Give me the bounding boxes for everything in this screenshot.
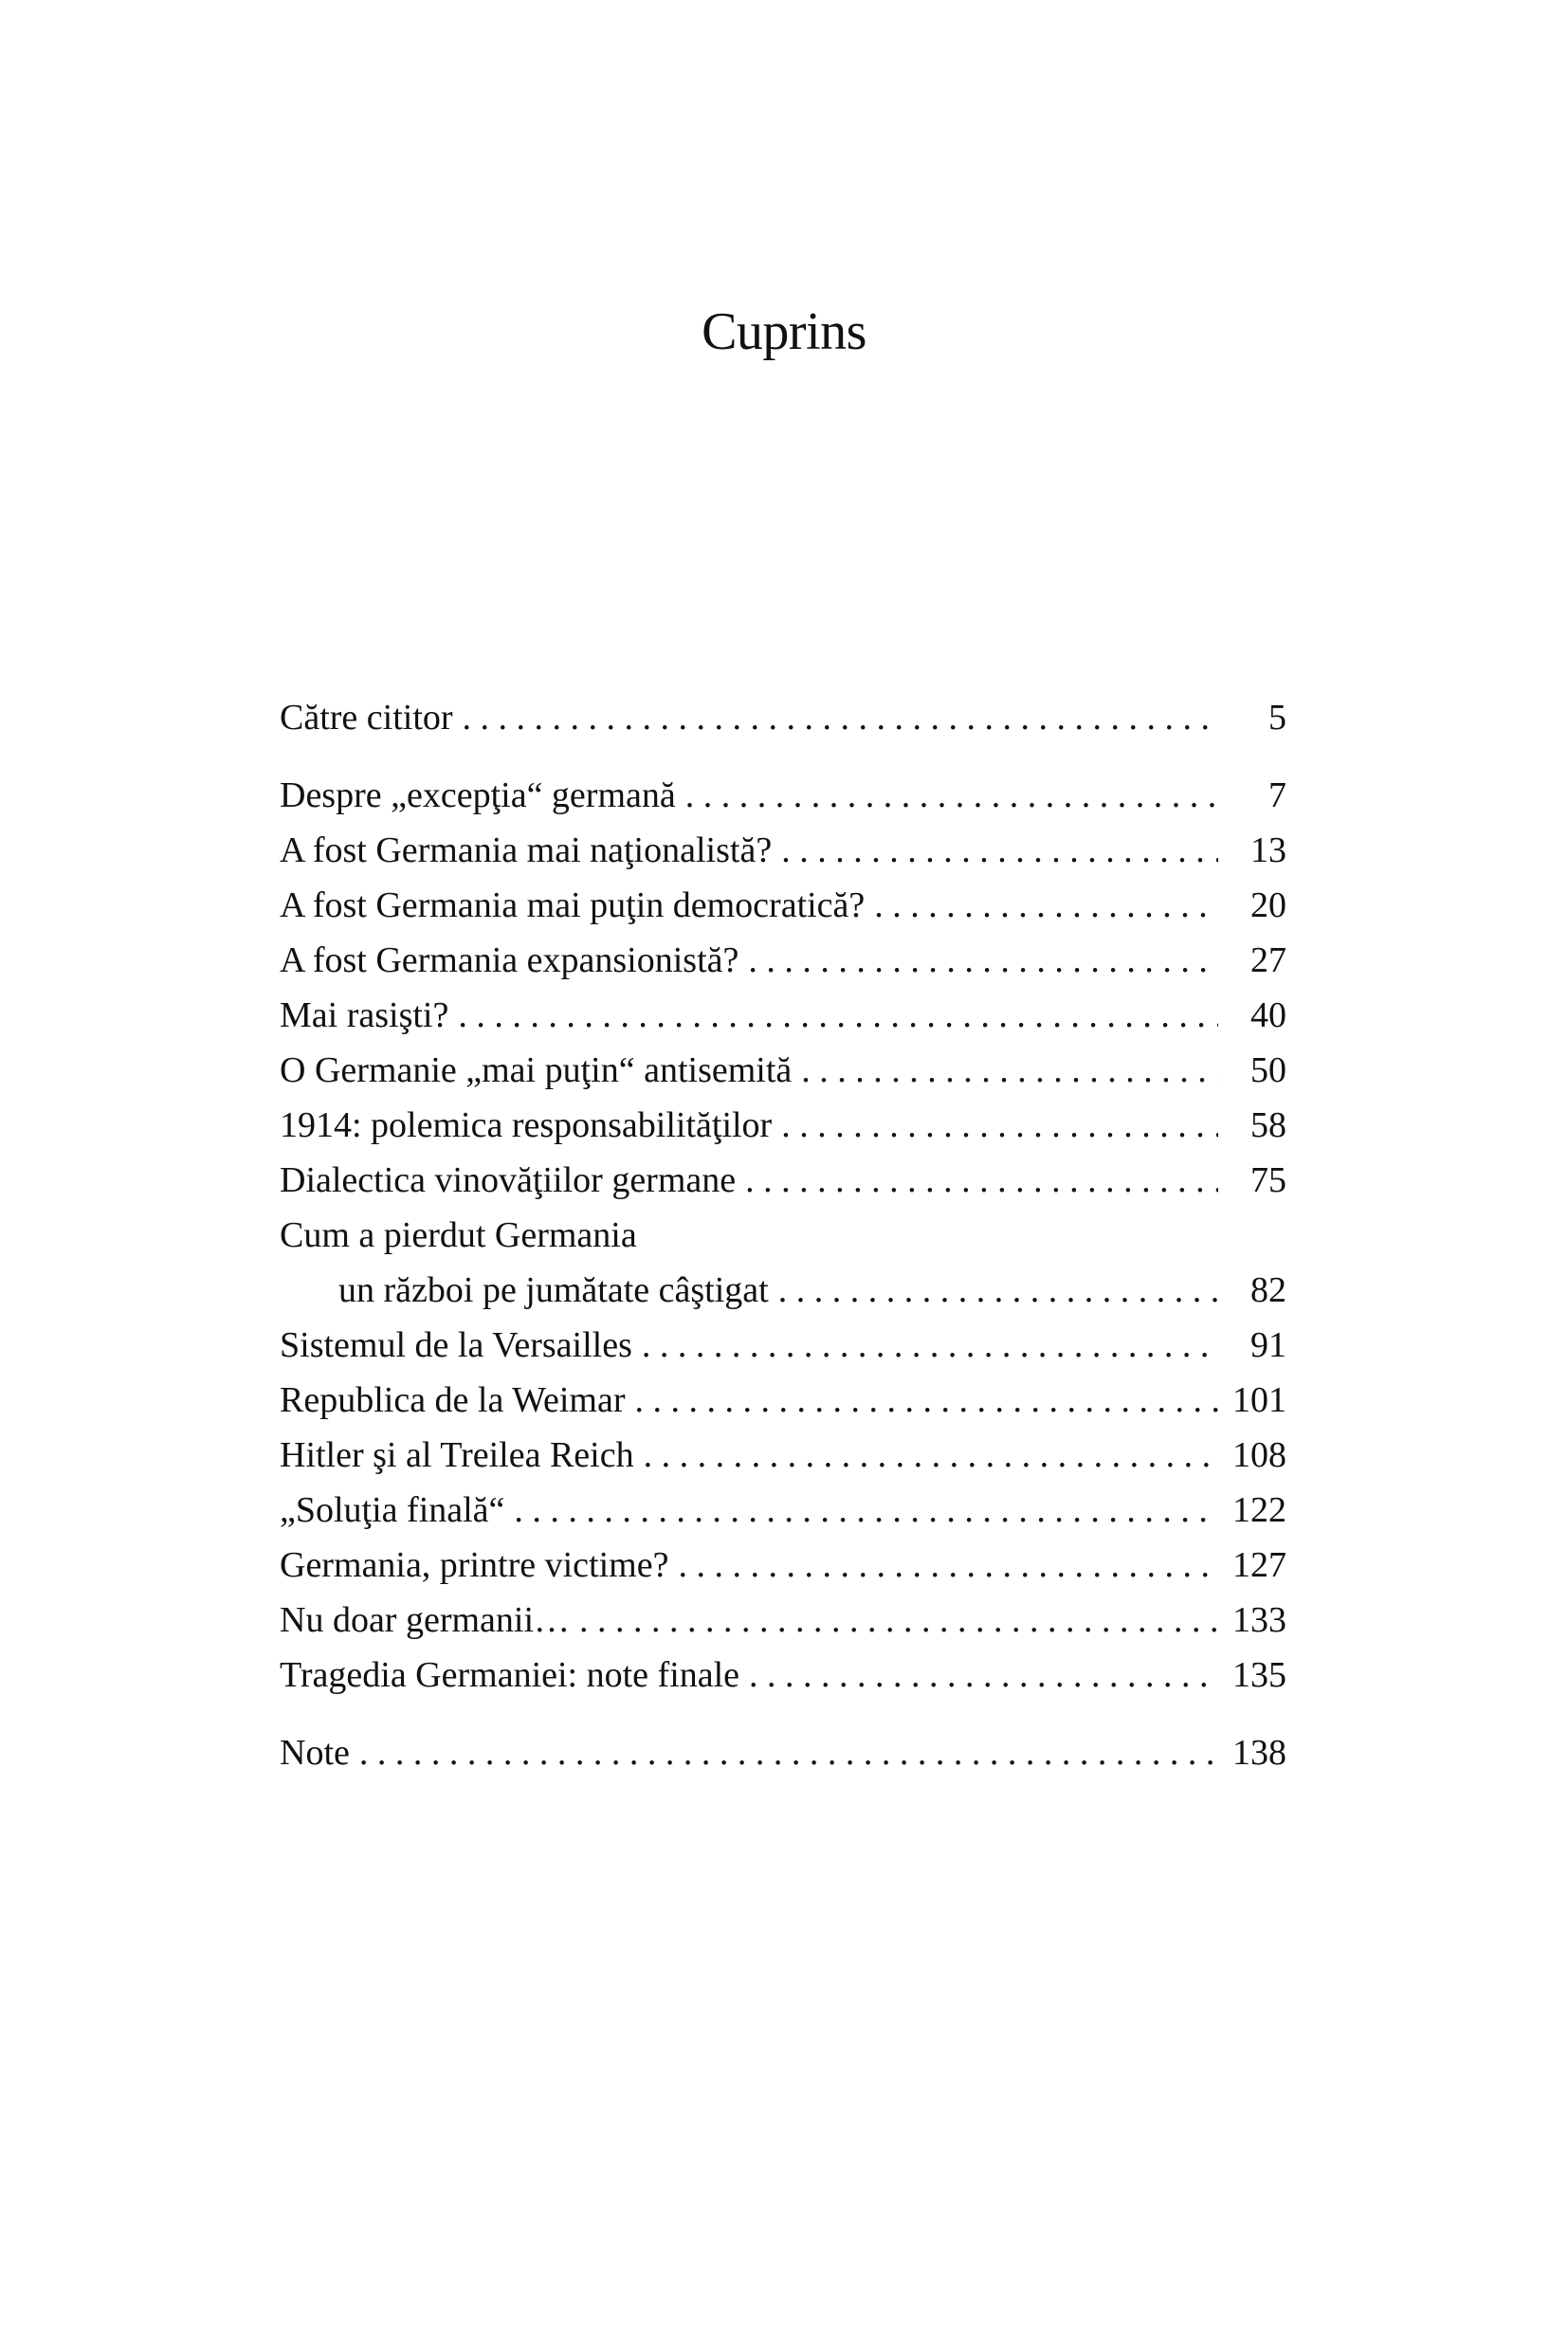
toc-leader-dots [685, 768, 1218, 823]
toc-entry-label: Dialectica vinovăţiilor germane [280, 1160, 737, 1200]
toc-leader-dots [644, 1428, 1218, 1483]
toc-entry-label: A fost Germania expansionistă? [280, 940, 739, 980]
toc-entry-label: Despre „excepţia“ germană [280, 775, 676, 815]
toc-entry-first-line[interactable] [280, 1208, 1286, 1263]
toc-entry-label: Republica de la Weimar [280, 1380, 626, 1420]
toc-entry-page: 101 [1232, 1380, 1286, 1420]
toc-entry-page: 7 [1268, 775, 1286, 815]
table-of-contents [280, 690, 1286, 1780]
toc-entry-label: 1914: polemica responsabilităţilor [280, 1105, 773, 1145]
toc-entry-page: 13 [1250, 830, 1286, 870]
toc-entry-page: 122 [1232, 1490, 1286, 1530]
toc-entry[interactable] [280, 1263, 1286, 1318]
toc-entry-label: A fost Germania mai puţin democratică? [280, 885, 866, 925]
toc-entry[interactable] [280, 988, 1286, 1043]
toc-leader-dots [749, 1648, 1218, 1703]
toc-leader-dots [642, 1318, 1218, 1373]
toc-leader-dots [635, 1373, 1219, 1428]
toc-entry[interactable] [280, 1593, 1286, 1648]
toc-entry[interactable] [280, 768, 1286, 823]
toc-entry-page: 91 [1250, 1325, 1286, 1365]
toc-entry-page: 50 [1250, 1050, 1286, 1090]
toc-entry-page: 127 [1232, 1545, 1286, 1585]
toc-entry[interactable] [280, 1043, 1286, 1098]
toc-entry-page: 82 [1250, 1270, 1286, 1310]
toc-entry-label-continued: un război pe jumătate câştigat [338, 1270, 769, 1310]
toc-leader-dots [778, 1263, 1218, 1318]
toc-leader-dots [579, 1593, 1218, 1648]
page-title: Cuprins [702, 302, 866, 361]
toc-entry[interactable] [280, 933, 1286, 988]
toc-entry-page: 135 [1232, 1655, 1286, 1695]
toc-leader-dots [745, 1153, 1218, 1208]
toc-entry-page: 20 [1250, 885, 1286, 925]
toc-leader-dots [801, 1043, 1218, 1098]
toc-entry-page: 40 [1250, 995, 1286, 1035]
toc-entry[interactable] [280, 1428, 1286, 1483]
toc-entry-page: 75 [1250, 1160, 1286, 1200]
toc-entry[interactable] [280, 1373, 1286, 1428]
toc-entry-label: Sistemul de la Versailles [280, 1325, 632, 1365]
toc-entry[interactable] [280, 690, 1286, 745]
toc-entry[interactable] [280, 1725, 1286, 1780]
toc-entry-label: Hitler şi al Treilea Reich [280, 1435, 634, 1475]
toc-entry[interactable] [280, 1538, 1286, 1593]
toc-entry-page: 138 [1232, 1733, 1286, 1773]
toc-entry-label: Nu doar germanii… [280, 1600, 571, 1640]
toc-entry[interactable] [280, 1098, 1286, 1153]
toc-entry-page: 133 [1232, 1600, 1286, 1640]
toc-entry[interactable] [280, 1153, 1286, 1208]
toc-leader-dots [678, 1538, 1218, 1593]
toc-entry-page: 27 [1250, 940, 1286, 980]
toc-leader-dots [748, 933, 1218, 988]
toc-leader-dots [458, 988, 1218, 1043]
toc-entry-page: 58 [1250, 1105, 1286, 1145]
toc-leader-dots [781, 823, 1218, 878]
toc-entry-label: Către cititor [280, 698, 453, 738]
toc-leader-dots [463, 690, 1218, 745]
toc-entry-label: Germania, printre victime? [280, 1545, 669, 1585]
toc-entry-label: Note [280, 1733, 350, 1773]
toc-leader-dots [359, 1725, 1218, 1780]
toc-leader-dots [874, 878, 1218, 933]
toc-entry-label: Cum a pierdut Germania [280, 1215, 637, 1255]
toc-leader-dots [514, 1483, 1218, 1538]
toc-leader-dots [781, 1098, 1218, 1153]
toc-entry[interactable] [280, 878, 1286, 933]
toc-entry[interactable] [280, 823, 1286, 878]
toc-entry-label: O Germanie „mai puţin“ antisemită [280, 1050, 793, 1090]
toc-entry-page: 108 [1232, 1435, 1286, 1475]
toc-entry-label: Tragedia Germaniei: note finale [280, 1655, 740, 1695]
toc-entry-label: A fost Germania mai naţionalistă? [280, 830, 773, 870]
toc-entry[interactable] [280, 1483, 1286, 1538]
toc-entry-label: „Soluţia finală“ [280, 1490, 505, 1530]
toc-entry-label: Mai rasişti? [280, 995, 449, 1035]
toc-entry-page: 5 [1268, 698, 1286, 738]
toc-entry[interactable] [280, 1318, 1286, 1373]
toc-entry[interactable] [280, 1648, 1286, 1703]
